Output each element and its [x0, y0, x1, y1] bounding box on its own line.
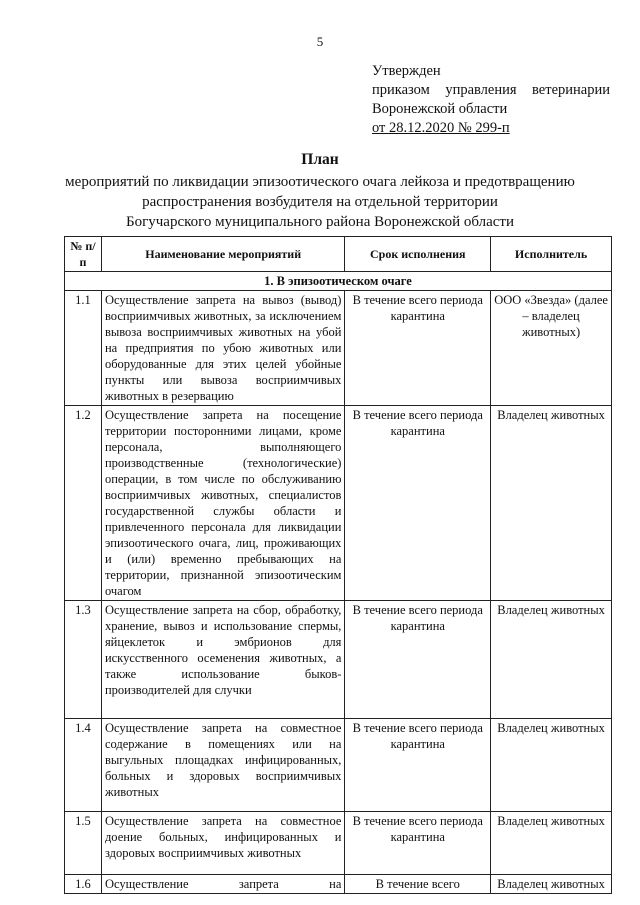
section-row — [65, 272, 612, 291]
approval-line-3: Воронежской области — [372, 101, 508, 117]
row-term: В течение всего периода карантина — [345, 601, 491, 719]
header-executor: Исполнитель — [491, 237, 612, 272]
row-executor: Владелец животных — [491, 719, 612, 812]
table-header-row — [65, 237, 612, 272]
page-number: 5 — [316, 34, 324, 49]
row-executor: ООО «Звезда» (далее – владелец животных) — [491, 291, 612, 406]
row-executor: Владелец животных — [491, 406, 612, 601]
table-row — [65, 291, 612, 406]
row-term: В течение всего периода карантина — [345, 291, 491, 406]
row-num: 1.6 — [65, 875, 102, 894]
table-row — [65, 719, 612, 812]
header-num: № п/п — [65, 237, 102, 272]
title-line-2: распространения возбудителя на отдельной территории — [142, 194, 498, 210]
row-term: В течение всего периода карантина — [345, 812, 491, 875]
row-num: 1.2 — [65, 406, 102, 601]
plan-heading: План — [301, 151, 339, 168]
header-term: Срок исполнения — [345, 237, 491, 272]
header-name: Наименование мероприятий — [101, 237, 344, 272]
row-name: Осуществление запрета на — [101, 875, 344, 894]
row-name: Осуществление запрета на вывоз (вывод) восприимчивых животных, за исключением вывоза восприимчивых животных на убой на предприятия по убою животных или оборудованные для этих целей убойные пункты или вывоза восприимчивых животных в резервацию — [101, 291, 344, 406]
table-row — [65, 875, 612, 894]
row-term: В течение всего периода карантина — [345, 406, 491, 601]
section-title: 1. В эпизоотическом очаге — [65, 272, 612, 291]
title-line-3: Богучарского муниципального района Воронежской области — [126, 214, 514, 230]
document-title — [60, 150, 580, 232]
approval-order-date: от 28.12.2020 № 299-п — [372, 120, 510, 136]
row-name: Осуществление запрета на совместное доение больных, инфицированных и здоровых восприимчивых животных — [101, 812, 344, 875]
row-name: Осуществление запрета на сбор, обработку, хранение, вывоз и использование спермы, яйцеклеток и эмбрионов для искусственного осеменения животных, а также использование быков-производителей для случки — [101, 601, 344, 719]
table-row — [65, 406, 612, 601]
row-term: В течение всего — [345, 875, 491, 894]
measures-table — [64, 236, 612, 894]
approval-line-1: Утвержден — [372, 63, 441, 79]
row-num: 1.5 — [65, 812, 102, 875]
title-line-1: мероприятий по ликвидации эпизоотического очага лейкоза и предотвращению — [65, 174, 575, 190]
table-row — [65, 812, 612, 875]
approval-line-2: приказом управления ветеринарии — [372, 82, 610, 98]
row-name: Осуществление запрета на посещение территории посторонними лицами, кроме персонала, выполняющего производственные (технологические) операции, в том числе по обслуживанию восприимчивых животных, специалистов государственной службы области и привлеченного персонала для ликвидации эпизоотического очага, лиц, проживающих и (или) временно пребывающих на территории, признанной эпизоотическим очагом — [101, 406, 344, 601]
row-num: 1.4 — [65, 719, 102, 812]
row-executor: Владелец животных — [491, 601, 612, 719]
table-row — [65, 601, 612, 719]
row-executor: Владелец животных — [491, 812, 612, 875]
row-executor: Владелец животных — [491, 875, 612, 894]
approval-block — [372, 62, 610, 138]
row-num: 1.3 — [65, 601, 102, 719]
row-name: Осуществление запрета на совместное содержание в помещениях или на выгульных площадках инфицированных, больных и здоровых восприимчивых животных — [101, 719, 344, 812]
row-term: В течение всего периода карантина — [345, 719, 491, 812]
row-num: 1.1 — [65, 291, 102, 406]
